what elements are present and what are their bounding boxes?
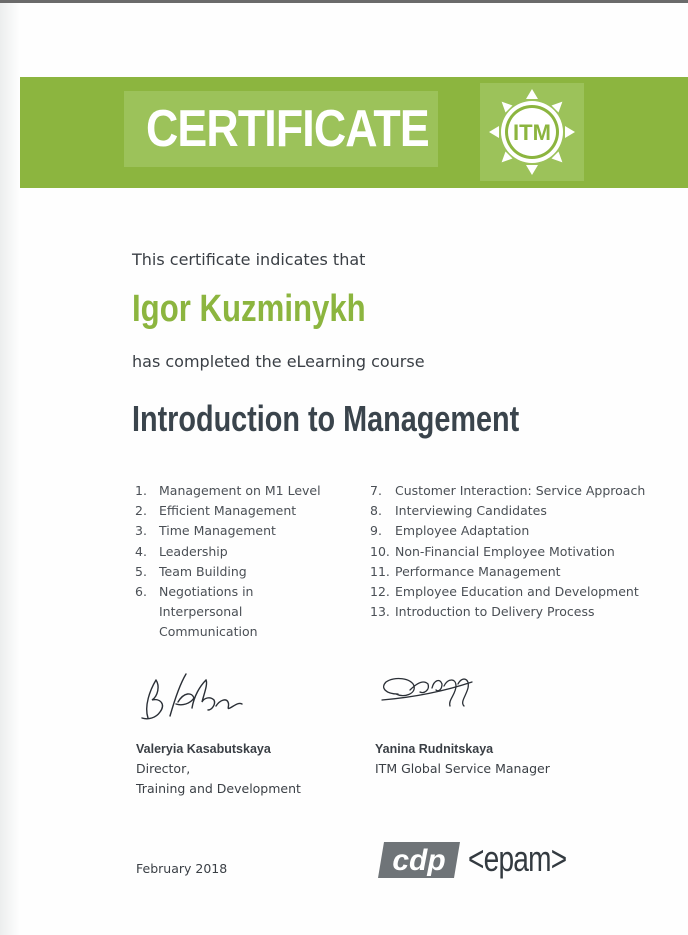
- signature-rudnitskaya: [376, 664, 486, 712]
- recipient-name: Igor Kuzminykh: [132, 288, 366, 330]
- issue-date: February 2018: [136, 861, 228, 876]
- list-item: 7. Customer Interaction: Service Approach: [370, 483, 646, 498]
- list-item: 8. Interviewing Candidates: [370, 503, 547, 519]
- list-item: 6. Negotiations in Interpersonal Communication: [135, 583, 258, 640]
- header-banner: [20, 77, 688, 188]
- cdp-logo: [376, 840, 462, 880]
- course-title: Introduction to Management: [132, 398, 520, 439]
- signer-role: ITM Global Service Manager: [375, 761, 550, 776]
- svg-text:cdp: cdp: [392, 844, 446, 877]
- logo-text: ITM: [513, 120, 551, 145]
- itm-logo: [480, 83, 584, 181]
- list-item: 9. Employee Adaptation: [370, 523, 530, 539]
- gear-logo-icon: [485, 85, 579, 179]
- list-item: 2. Efficient Management: [135, 503, 297, 519]
- completed-text: has completed the eLearning course: [132, 352, 425, 371]
- epam-logo: <epam>: [468, 838, 567, 879]
- signer-role: Director,: [136, 761, 191, 776]
- topics-list-left: [135, 481, 365, 640]
- scan-edge: [0, 0, 20, 935]
- intro-text: This certificate indicates that: [132, 250, 366, 269]
- signer-name: Yanina Rudnitskaya: [375, 742, 494, 756]
- list-item: 12. Employee Education and Development: [370, 583, 639, 599]
- list-item: 4. Leadership: [135, 543, 228, 559]
- signature-kasabutskaya: [130, 662, 270, 732]
- list-item: 3. Time Management: [135, 523, 276, 539]
- signer-name: Valeryia Kasabutskaya: [136, 742, 271, 756]
- list-item: 10. Non-Financial Employee Motivation: [370, 543, 615, 559]
- signer-role: Training and Development: [136, 781, 301, 796]
- list-item: 11. Performance Management: [370, 563, 561, 579]
- certificate-title: CERTIFICATE: [145, 100, 429, 158]
- title-box: [124, 91, 438, 167]
- list-item: 13. Introduction to Delivery Process: [370, 604, 595, 620]
- scan-top-edge: [0, 0, 688, 3]
- topics-list-right: [370, 481, 660, 622]
- list-item: 1. Management on M1 Level: [135, 483, 321, 498]
- list-item: 5. Team Building: [135, 563, 247, 579]
